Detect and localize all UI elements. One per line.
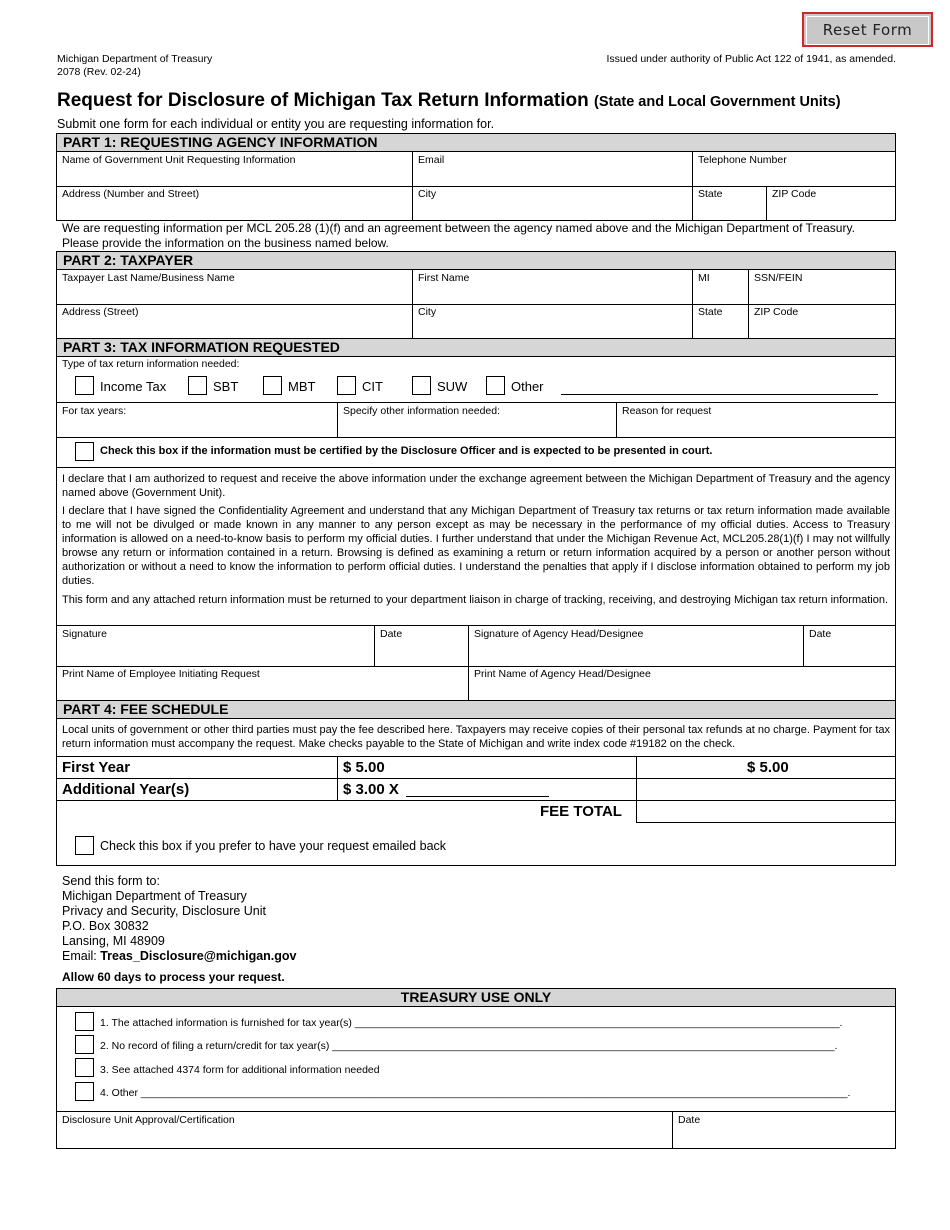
cit-checkbox[interactable] <box>337 376 356 395</box>
mbt-checkbox[interactable] <box>263 376 282 395</box>
taxpayer-state-label: State <box>698 306 723 318</box>
send-email-line <box>62 949 297 964</box>
tax-type-label: Type of tax return information needed: <box>62 358 240 370</box>
treasury-item4: 4. Other _________________________________________________________________________________________________________________________. <box>100 1087 851 1099</box>
taxpayer-mi-label: MI <box>698 272 710 284</box>
signature-date-label: Date <box>380 628 403 640</box>
title-subtitle: (State and Local Government Units) <box>593 94 841 110</box>
tax-years-field[interactable] <box>57 403 336 437</box>
other-label: Other <box>511 379 544 394</box>
taxpayer-address-field[interactable] <box>57 304 411 338</box>
certify-label: Check this box if the information must be certified by the Disclosure Officer and is expected to be presented in court. <box>100 445 713 457</box>
taxpayer-ssn-label: SSN/FEIN <box>754 272 803 284</box>
mcl-note <box>62 221 855 251</box>
treasury-item2-checkbox[interactable] <box>75 1035 94 1054</box>
taxpayer-first-name-field[interactable] <box>413 270 691 304</box>
form-number: 2078 (Rev. 02-24) <box>57 66 141 78</box>
taxpayer-zip-label: ZIP Code <box>754 306 799 318</box>
send-intro: Send this form to: <box>62 874 160 888</box>
first-year-label: First Year <box>62 759 131 776</box>
additional-years-amount-field[interactable] <box>637 779 895 800</box>
authority-note: Issued under authority of Public Act 122 of 1941, as amended. <box>606 53 896 65</box>
fee-total-label: FEE TOTAL <box>540 803 622 820</box>
email-back-label: Check this box if you prefer to have your request emailed back <box>100 839 447 853</box>
send-line2: Privacy and Security, Disclosure Unit <box>62 904 267 918</box>
agency-state-field[interactable] <box>693 186 765 220</box>
reason-label: Reason for request <box>622 405 712 417</box>
additional-years-label: Additional Year(s) <box>62 781 190 798</box>
taxpayer-state-field[interactable] <box>693 304 747 338</box>
treasury-item4-checkbox[interactable] <box>75 1082 94 1101</box>
specify-other-label: Specify other information needed: <box>343 405 501 417</box>
other-checkbox[interactable] <box>486 376 505 395</box>
gov-unit-label: Name of Government Unit Requesting Information <box>62 154 296 166</box>
agency-email-field[interactable] <box>413 152 691 186</box>
sbt-label: SBT <box>213 379 239 394</box>
mcl-note-line1: We are requesting information per MCL 205.28 (1)(f) and an agreement between the agency named above and the Michigan Department of Treasury. <box>62 221 855 235</box>
sbt-checkbox[interactable] <box>188 376 207 395</box>
print-agency-field[interactable] <box>469 666 895 700</box>
fee-total-field[interactable] <box>637 801 895 822</box>
taxpayer-last-name-label: Taxpayer Last Name/Business Name <box>62 272 235 284</box>
suw-label: SUW <box>437 379 468 394</box>
signature-label: Signature <box>62 628 107 640</box>
approval-date-field[interactable] <box>673 1112 895 1148</box>
mbt-label: MBT <box>288 379 316 394</box>
treasury-item3-checkbox[interactable] <box>75 1058 94 1077</box>
taxpayer-ssn-field[interactable] <box>749 270 895 304</box>
treasury-item1: 1. The attached information is furnished for tax year(s) ___________________________________________________________________________________. <box>100 1017 843 1029</box>
agency-date-label: Date <box>809 628 832 640</box>
agency-city-label: City <box>418 188 437 200</box>
approval-date-label: Date <box>678 1114 701 1126</box>
taxpayer-first-name-label: First Name <box>418 272 470 284</box>
dept-name: Michigan Department of Treasury <box>57 53 213 65</box>
suw-checkbox[interactable] <box>412 376 431 395</box>
agency-signature-label: Signature of Agency Head/Designee <box>474 628 644 640</box>
part3-heading: PART 3: TAX INFORMATION REQUESTED <box>56 338 896 357</box>
taxpayer-last-name-field[interactable] <box>57 270 411 304</box>
mcl-note-line2: Please provide the information on the business named below. <box>62 236 389 250</box>
part1-heading: PART 1: REQUESTING AGENCY INFORMATION <box>56 133 896 152</box>
cit-label: CIT <box>362 379 383 394</box>
print-employee-field[interactable] <box>57 666 467 700</box>
treasury-item2: 2. No record of filing a return/credit for tax year(s) ______________________________________________________________________________________. <box>100 1040 838 1052</box>
specify-other-field[interactable] <box>338 403 615 437</box>
mailing-address <box>62 874 297 964</box>
agency-phone-field[interactable] <box>693 152 895 186</box>
agency-address-field[interactable] <box>57 186 411 220</box>
treasury-item1-checkbox[interactable] <box>75 1012 94 1031</box>
agency-zip-field[interactable] <box>767 186 895 220</box>
other-tax-input[interactable] <box>561 394 878 395</box>
send-email-address[interactable]: Treas_Disclosure@michigan.gov <box>100 949 297 963</box>
title-main: Request for Disclosure of Michigan Tax Return Information <box>57 90 589 111</box>
print-employee-label: Print Name of Employee Initiating Request <box>62 668 260 680</box>
declaration-1: I declare that I am authorized to request and receive the above information under the exchange agreement between the Michigan Department of Treasury and the agency named above (Government Unit). <box>62 473 890 499</box>
taxpayer-address-label: Address (Street) <box>62 306 139 318</box>
first-year-amount: $ 5.00 <box>747 759 789 776</box>
additional-years-count-input[interactable] <box>406 796 549 797</box>
email-back-checkbox[interactable] <box>75 836 94 855</box>
agency-city-field[interactable] <box>413 186 691 220</box>
additional-years-rate: $ 3.00 X <box>343 781 399 798</box>
processing-note: Allow 60 days to process your request. <box>62 970 285 984</box>
taxpayer-city-field[interactable] <box>413 304 691 338</box>
agency-address-label: Address (Number and Street) <box>62 188 200 200</box>
approval-field[interactable] <box>57 1112 671 1148</box>
agency-signature-field[interactable] <box>469 626 802 666</box>
gov-unit-field[interactable] <box>57 152 411 186</box>
reset-form-label: Reset Form <box>806 16 929 45</box>
signature-date-field[interactable] <box>375 626 467 666</box>
send-line3: P.O. Box 30832 <box>62 919 149 933</box>
agency-email-label: Email <box>418 154 445 166</box>
page-title <box>57 90 841 112</box>
submit-instruction: Submit one form for each individual or entity you are requesting information for. <box>57 117 495 131</box>
treasury-heading: TREASURY USE ONLY <box>56 988 896 1007</box>
income-tax-label: Income Tax <box>100 379 167 394</box>
declaration-3: This form and any attached return information must be returned to your department liaison in charge of tracking, receiving, and destroying Michigan tax return information. <box>62 594 889 606</box>
certify-checkbox[interactable] <box>75 442 94 461</box>
signature-field[interactable] <box>57 626 373 666</box>
agency-date-field[interactable] <box>804 626 895 666</box>
agency-phone-label: Telephone Number <box>698 154 787 166</box>
part4-heading: PART 4: FEE SCHEDULE <box>56 700 896 719</box>
taxpayer-zip-field[interactable] <box>749 304 895 338</box>
send-email-label: Email: <box>62 949 101 963</box>
reason-field[interactable] <box>617 403 895 437</box>
send-line1: Michigan Department of Treasury <box>62 889 247 903</box>
fee-description: Local units of government or other third parties must pay the fee described here. Taxpayers may receive copies of their personal tax refunds at no charge. Payment for tax return information must accompany the request. Make checks payable to the State of Michigan and write index code #19182 on the check. <box>62 724 890 750</box>
agency-zip-label: ZIP Code <box>772 188 817 200</box>
first-year-rate: $ 5.00 <box>343 759 385 776</box>
tax-years-label: For tax years: <box>62 405 127 417</box>
declaration-2: I declare that I have signed the Confidentiality Agreement and understand that any Michigan Department of Treasury tax returns or tax return information made available to me will not be divulged or made known in any manner to any person except as may be necessary in the performance of my official duties. Access to Treasury information is allowed on a need-to-know basis to perform my official duties. I further understand that under the Michigan Revenue Act, MCL205.28(1)(f) I may not willfully browse any return or information contained in a return. Browsing is defined as examining a return or return information acquired by a person or another person without authorization or without a need to know the information to perform official duties. I understand the penalties that apply if I disclose information obtained to perform my job duties. <box>62 505 890 587</box>
taxpayer-city-label: City <box>418 306 437 318</box>
agency-state-label: State <box>698 188 723 200</box>
send-line4: Lansing, MI 48909 <box>62 934 165 948</box>
print-agency-label: Print Name of Agency Head/Designee <box>474 668 651 680</box>
income-tax-checkbox[interactable] <box>75 376 94 395</box>
approval-label: Disclosure Unit Approval/Certification <box>62 1114 235 1126</box>
treasury-item3: 3. See attached 4374 form for additional information needed <box>100 1064 380 1076</box>
taxpayer-mi-field[interactable] <box>693 270 747 304</box>
reset-form-button[interactable] <box>802 12 933 47</box>
part2-heading: PART 2: TAXPAYER <box>56 251 896 270</box>
